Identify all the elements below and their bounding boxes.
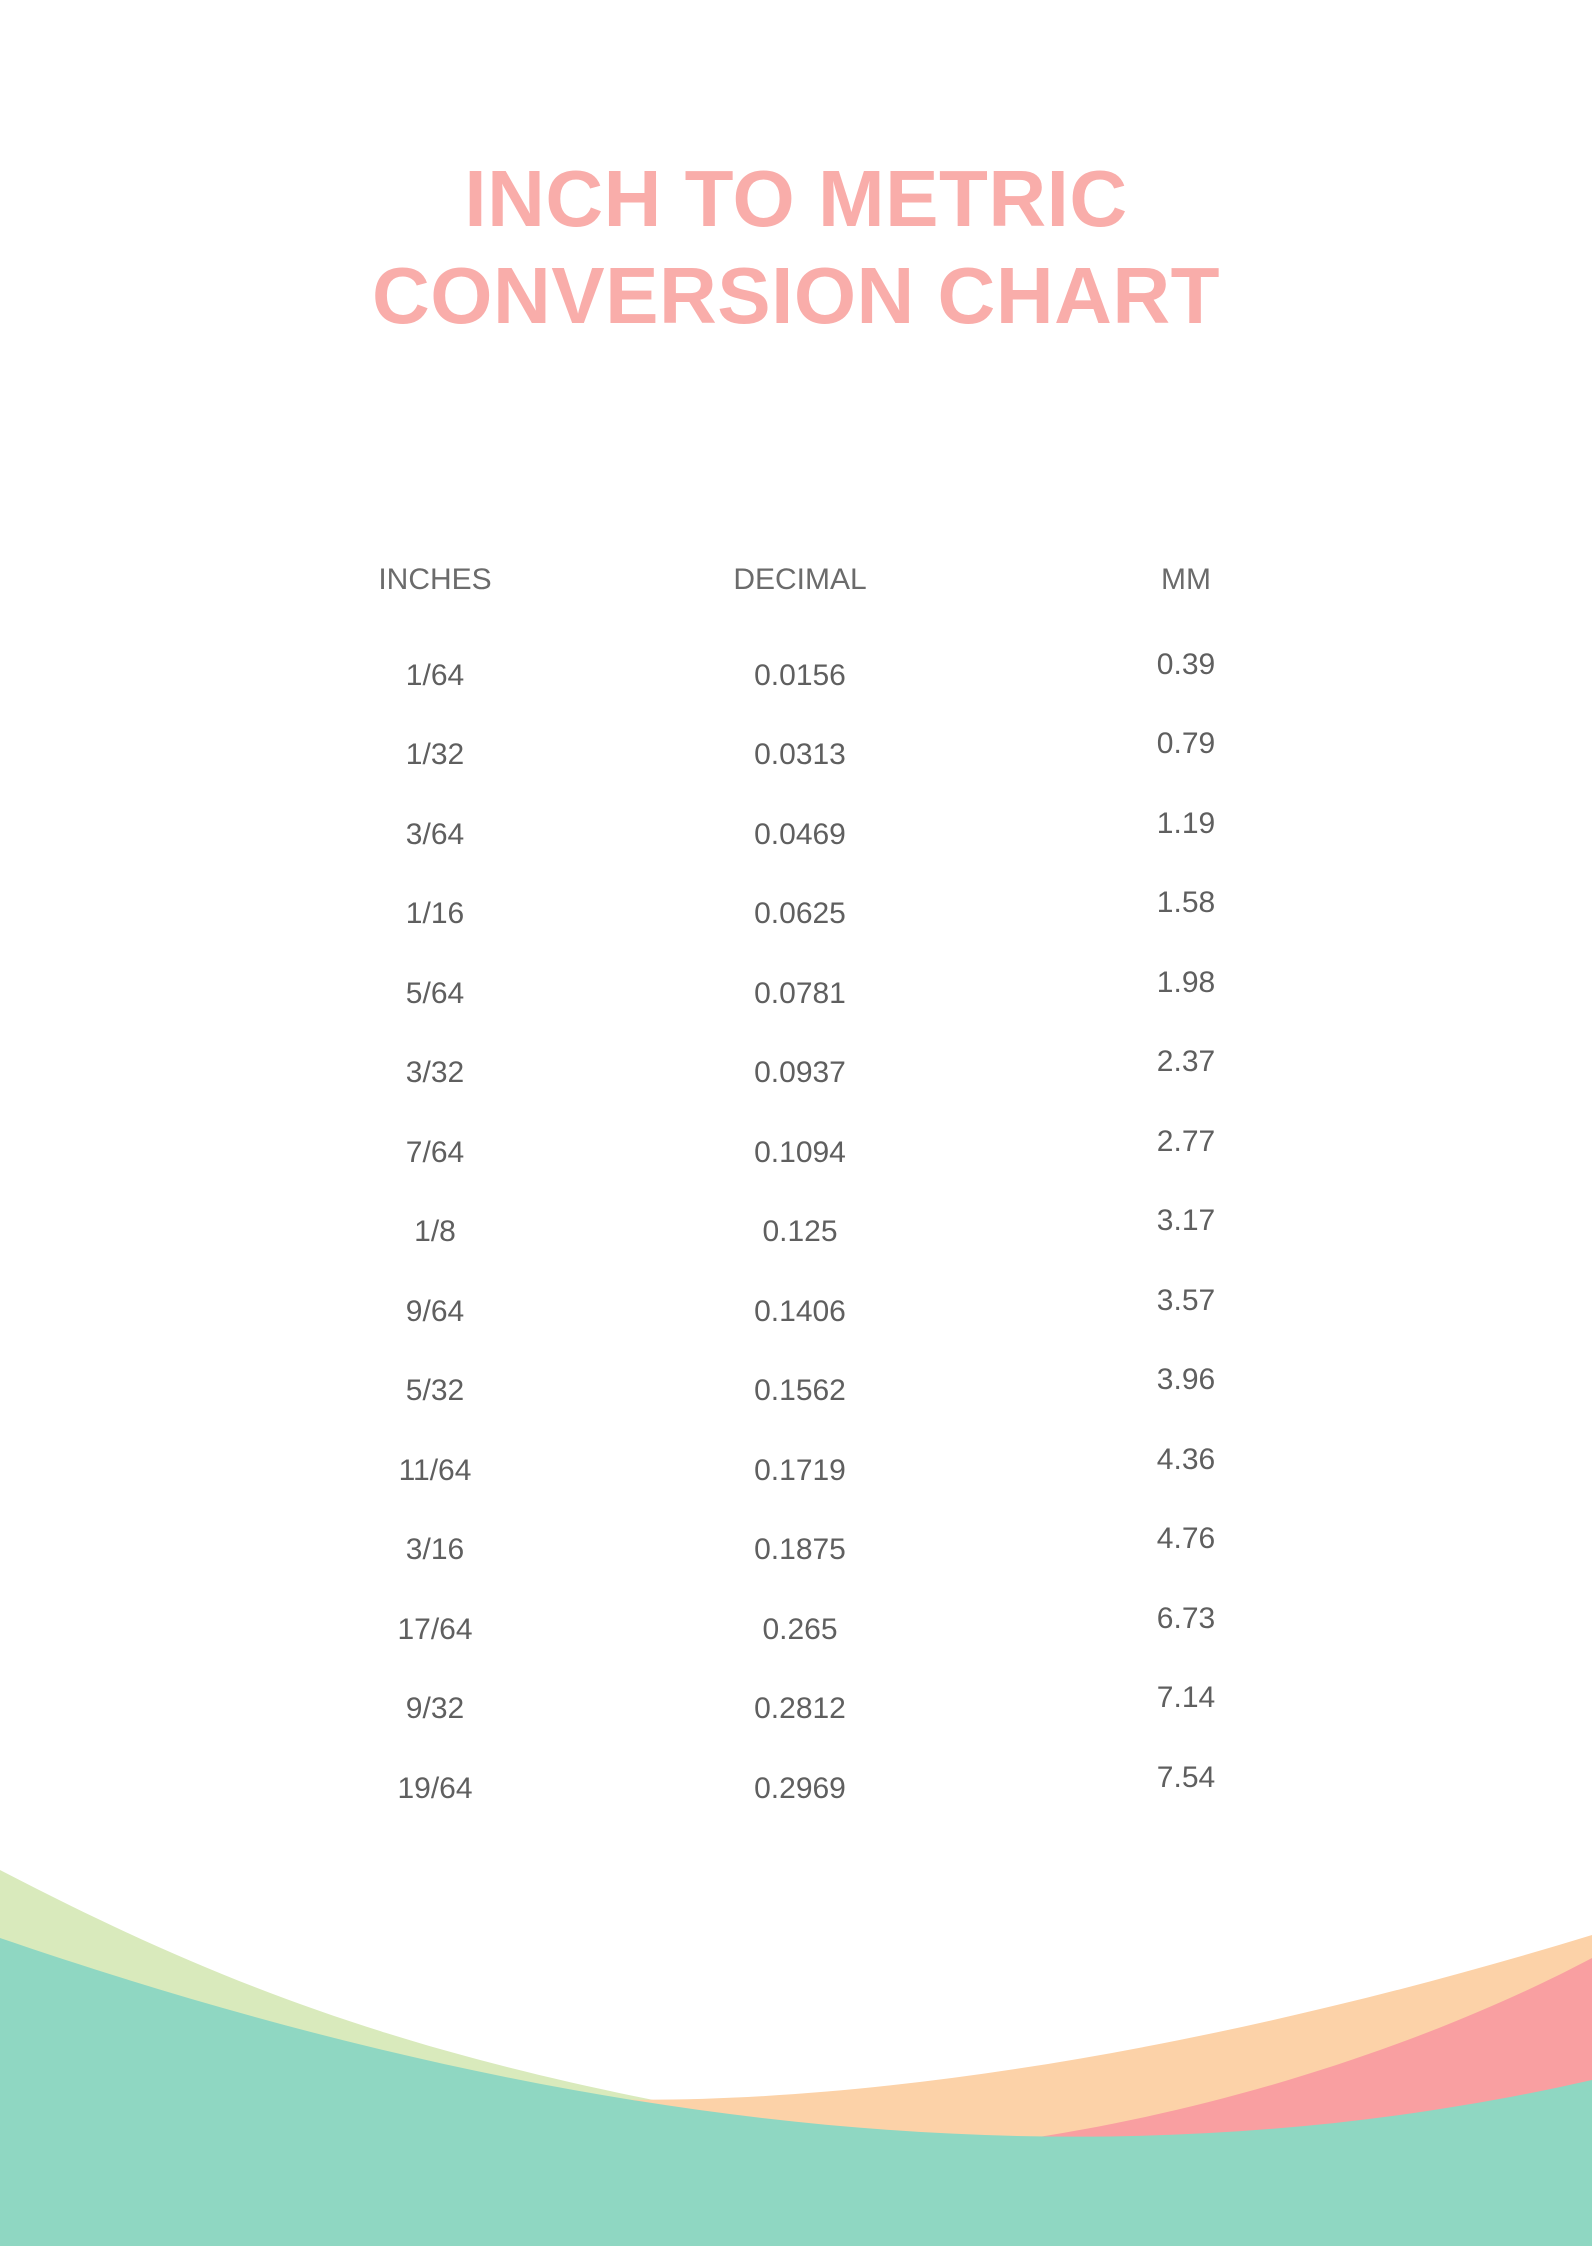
cell-inches: 17/64: [397, 1612, 473, 1646]
cell-inches: 9/32: [405, 1692, 465, 1726]
cell-decimal: 0.1562: [754, 1374, 846, 1408]
table-header-row: [270, 560, 1372, 600]
table-row: [270, 875, 1372, 955]
cell-mm: 1.98: [1156, 965, 1216, 999]
cell-inches: 19/64: [397, 1771, 473, 1805]
page-title: [0, 150, 1592, 344]
cell-decimal: 0.265: [762, 1612, 838, 1646]
table-row: [270, 1352, 1372, 1432]
table-row: [270, 954, 1372, 1034]
cell-mm: 0.39: [1156, 647, 1216, 681]
cell-inches: 5/32: [405, 1374, 465, 1408]
cell-decimal: 0.125: [762, 1215, 838, 1249]
cell-mm: 4.36: [1156, 1442, 1216, 1476]
cell-inches: 9/64: [405, 1294, 465, 1328]
cell-inches: 5/64: [405, 976, 465, 1010]
table-row: [270, 1431, 1372, 1511]
cell-decimal: 0.2812: [754, 1692, 846, 1726]
cell-inches: 11/64: [398, 1453, 472, 1487]
cell-mm: 1.58: [1156, 886, 1216, 920]
cell-decimal: 0.0313: [754, 738, 846, 772]
cell-inches: 1/32: [405, 738, 465, 772]
cell-decimal: 0.0156: [754, 658, 846, 692]
cell-inches: 3/64: [405, 817, 465, 851]
cell-decimal: 0.0625: [754, 897, 846, 931]
cell-mm: 4.76: [1156, 1522, 1216, 1556]
cell-decimal: 0.1875: [754, 1533, 846, 1567]
cell-decimal: 0.1719: [754, 1453, 846, 1487]
table-row: [270, 1034, 1372, 1114]
cell-decimal: 0.1094: [754, 1135, 846, 1169]
cell-mm: 2.37: [1156, 1045, 1216, 1079]
cell-decimal: 0.0781: [754, 976, 846, 1010]
cell-mm: 7.54: [1156, 1760, 1216, 1794]
cell-decimal: 0.2969: [754, 1771, 846, 1805]
column-header-mm: MM: [1161, 563, 1211, 596]
column-header-decimal: DECIMAL: [733, 563, 867, 596]
cell-inches: 7/64: [405, 1135, 465, 1169]
page-title-line-1: INCH TO METRIC: [464, 154, 1128, 243]
cell-mm: 6.73: [1156, 1601, 1216, 1635]
cell-inches: 1/16: [405, 897, 465, 931]
table-row: [270, 716, 1372, 796]
table-row: [270, 1670, 1372, 1750]
cell-inches: 3/32: [405, 1056, 465, 1090]
table-row: [270, 1511, 1372, 1591]
cell-mm: 3.57: [1156, 1283, 1216, 1317]
cell-decimal: 0.1406: [754, 1294, 846, 1328]
cell-inches: 3/16: [405, 1533, 465, 1567]
cell-mm: 2.77: [1156, 1124, 1216, 1158]
page-title-line-2: CONVERSION CHART: [371, 251, 1221, 340]
table-row: [270, 1590, 1372, 1670]
column-header-inches: INCHES: [378, 563, 492, 596]
table-row: [270, 1193, 1372, 1273]
cell-mm: 3.96: [1156, 1363, 1216, 1397]
cell-mm: 0.79: [1156, 727, 1216, 761]
cell-decimal: 0.0469: [754, 817, 846, 851]
table-row: [270, 795, 1372, 875]
cell-inches: 1/8: [414, 1215, 456, 1249]
table-row: [270, 1113, 1372, 1193]
cell-mm: 3.17: [1156, 1204, 1216, 1238]
table-row: [270, 1272, 1372, 1352]
table-row: [270, 636, 1372, 716]
conversion-table: [270, 560, 1372, 1829]
cell-decimal: 0.0937: [754, 1056, 846, 1090]
cell-inches: 1/64: [405, 658, 465, 692]
cell-mm: 1.19: [1156, 806, 1216, 840]
table-row: [270, 1749, 1372, 1829]
cell-mm: 7.14: [1156, 1681, 1216, 1715]
table-body: [270, 636, 1372, 1829]
